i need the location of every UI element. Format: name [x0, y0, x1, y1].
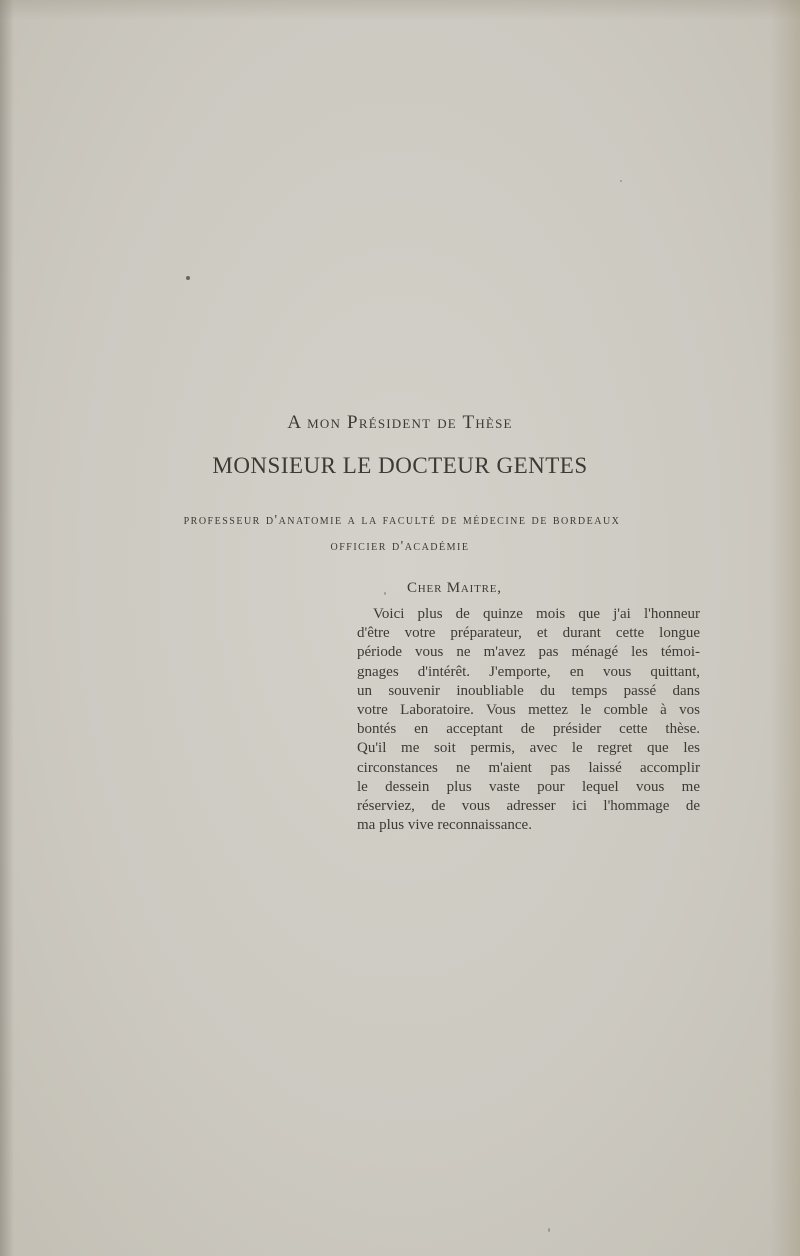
paper-speck — [620, 180, 622, 182]
letter-line: gnages d'intérêt. J'emporte, en vous quittant, — [357, 663, 700, 680]
letter-line: ma plus vive reconnaissance. — [357, 817, 532, 834]
letter-line: d'être votre préparateur, et durant cette longue — [357, 625, 700, 642]
letter-line: un souvenir inoubliable du temps passé dans — [357, 682, 700, 699]
letter-line: votre Laboratoire. Vous mettez le comble à vos — [357, 702, 700, 719]
letter-line: circonstances ne m'aient pas laissé accomplir — [357, 759, 700, 776]
letter-line: le dessein plus vaste pour lequel vous me — [357, 778, 700, 795]
paper-speck — [186, 276, 190, 280]
paper-speck — [384, 592, 386, 595]
dedicatee-titles — [0, 508, 800, 560]
title-line-professor: professeur d'anatomie a la faculté de médecine de bordeaux — [183, 513, 621, 528]
letter-line: Qu'il me soit permis, avec le regret que les — [357, 740, 700, 757]
paper-speck — [548, 1228, 550, 1232]
dedicatee-name: MONSIEUR LE DOCTEUR GENTES — [212, 453, 588, 478]
letter-body — [357, 605, 700, 835]
letter-line: Voici plus de quinze mois que j'ai l'honneur — [373, 606, 700, 622]
page-edge-shadow-left — [0, 0, 14, 1256]
letter-line: bontés en acceptant de présider cette thèse. — [357, 721, 700, 738]
letter-line: période vous ne m'avez pas ménagé les témoi- — [357, 644, 700, 661]
dedication-heading: A mon Président de Thèse — [287, 412, 513, 433]
page-edge-shadow-top — [0, 0, 800, 20]
page-edge-shadow-right — [770, 0, 800, 1256]
letter-line: réserviez, de vous adresser ici l'hommage de — [357, 798, 700, 815]
letter-salutation: Cher Maitre, — [407, 580, 502, 596]
title-line-officer: officier d'académie — [330, 539, 470, 554]
